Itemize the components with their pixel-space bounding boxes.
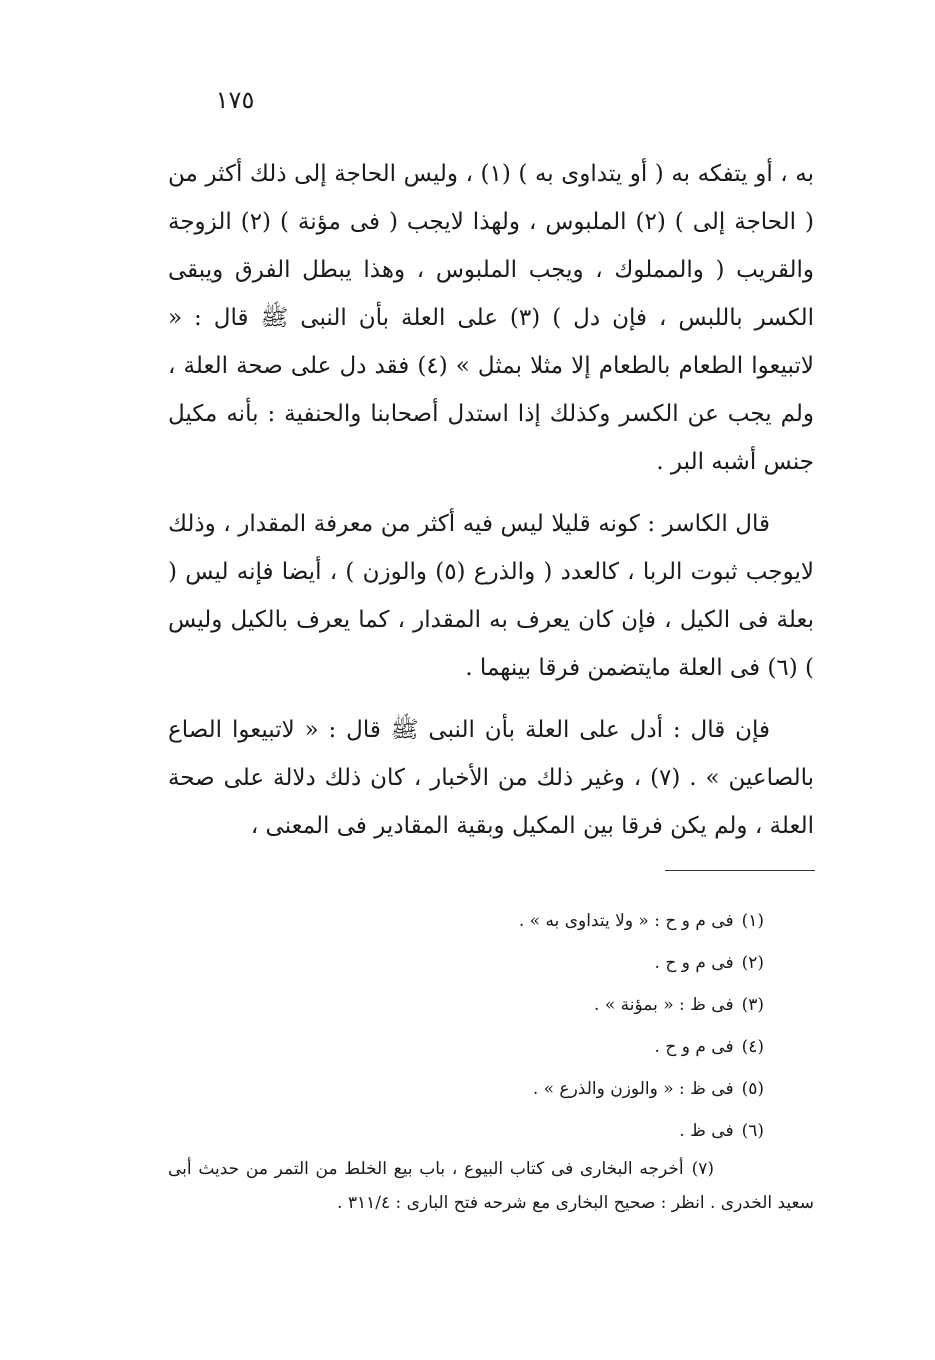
- paragraph-3: فإن قال : أدل على العلة بأن النبى ﷺ قال : « لاتبيعوا الصاع بالصاعين » . (٧) ، وغير ذلك من الأخبار ، كان ذلك دلالة على صحة العلة ، ولم يكن فرقا بين المكيل وبقية المقادير فى المعنى ،: [168, 717, 814, 839]
- footnote-5: [168, 1068, 814, 1110]
- footnote-number: (٧): [691, 1159, 714, 1179]
- footnote-text: فى ظ .: [679, 1121, 734, 1141]
- footnote-3: [168, 984, 814, 1026]
- footnote-number: (١): [741, 911, 764, 931]
- footnote-number: (٤): [741, 1037, 764, 1057]
- footnote-text: فى م و ح : « ولا يتداوى به » .: [518, 911, 734, 931]
- footnotes: [168, 900, 814, 1220]
- footnote-text: فى م و ح .: [654, 953, 734, 973]
- footnote-separator: [665, 870, 815, 871]
- footnote-text: أخرجه البخارى فى كتاب البيوع ، باب بيع الخلط من التمر من حديث أبى سعيد الخدرى . انظر : صحيح البخارى مع شرحه فتح البارى : ٣١١/٤ .: [168, 1159, 814, 1213]
- footnote-6: [168, 1110, 814, 1152]
- footnote-text: فى ظ : « والوزن والذرع » .: [532, 1079, 734, 1099]
- footnote-7: [168, 1152, 814, 1220]
- footnote-number: (٣): [741, 995, 764, 1015]
- footnote-text: فى م و ح .: [654, 1037, 734, 1057]
- footnote-number: (٦): [741, 1121, 764, 1141]
- footnote-text: فى ظ : « بمؤنة » .: [594, 995, 734, 1015]
- paragraph-1: به ، أو يتفكه به ( أو يتداوى به ) (١) ، وليس الحاجة إلى ذلك أكثر من ( الحاجة إلى ) (٢) الملبوس ، ولهذا لايجب ( فى مؤنة ) (٢) الزوجة والقريب ( والمملوك ، ويجب الملبوس ، وهذا يبطل الفرق ويبقى الكسر باللبس ، فإن دل ) (٣) على العلة بأن النبى ﷺ قال : « لاتبيعوا الطعام بالطعام إلا مثلا بمثل » (٤) فقد دل على صحة العلة ، ولم يجب عن الكسر وكذلك إذا استدل أصحابنا والحنفية : بأنه مكيل جنس أشبه البر .: [168, 161, 814, 475]
- main-text: [168, 150, 814, 850]
- footnote-number: (٥): [741, 1079, 764, 1099]
- footnote-1: [168, 900, 814, 942]
- footnote-2: [168, 942, 814, 984]
- paragraph-2: قال الكاسر : كونه قليلا ليس فيه أكثر من معرفة المقدار ، وذلك لايوجب ثبوت الربا ، كالعدد ( والذرع (٥) والوزن ) ، أيضا فإنه ليس ( بعلة فى الكيل ، فإن كان يعرف به المقدار ، كما يعرف بالكيل وليس ) (٦) فى العلة مايتضمن فرقا بينهما .: [168, 511, 814, 681]
- page-number: ١٧٥: [215, 86, 255, 114]
- footnote-4: [168, 1026, 814, 1068]
- footnote-number: (٢): [741, 953, 764, 973]
